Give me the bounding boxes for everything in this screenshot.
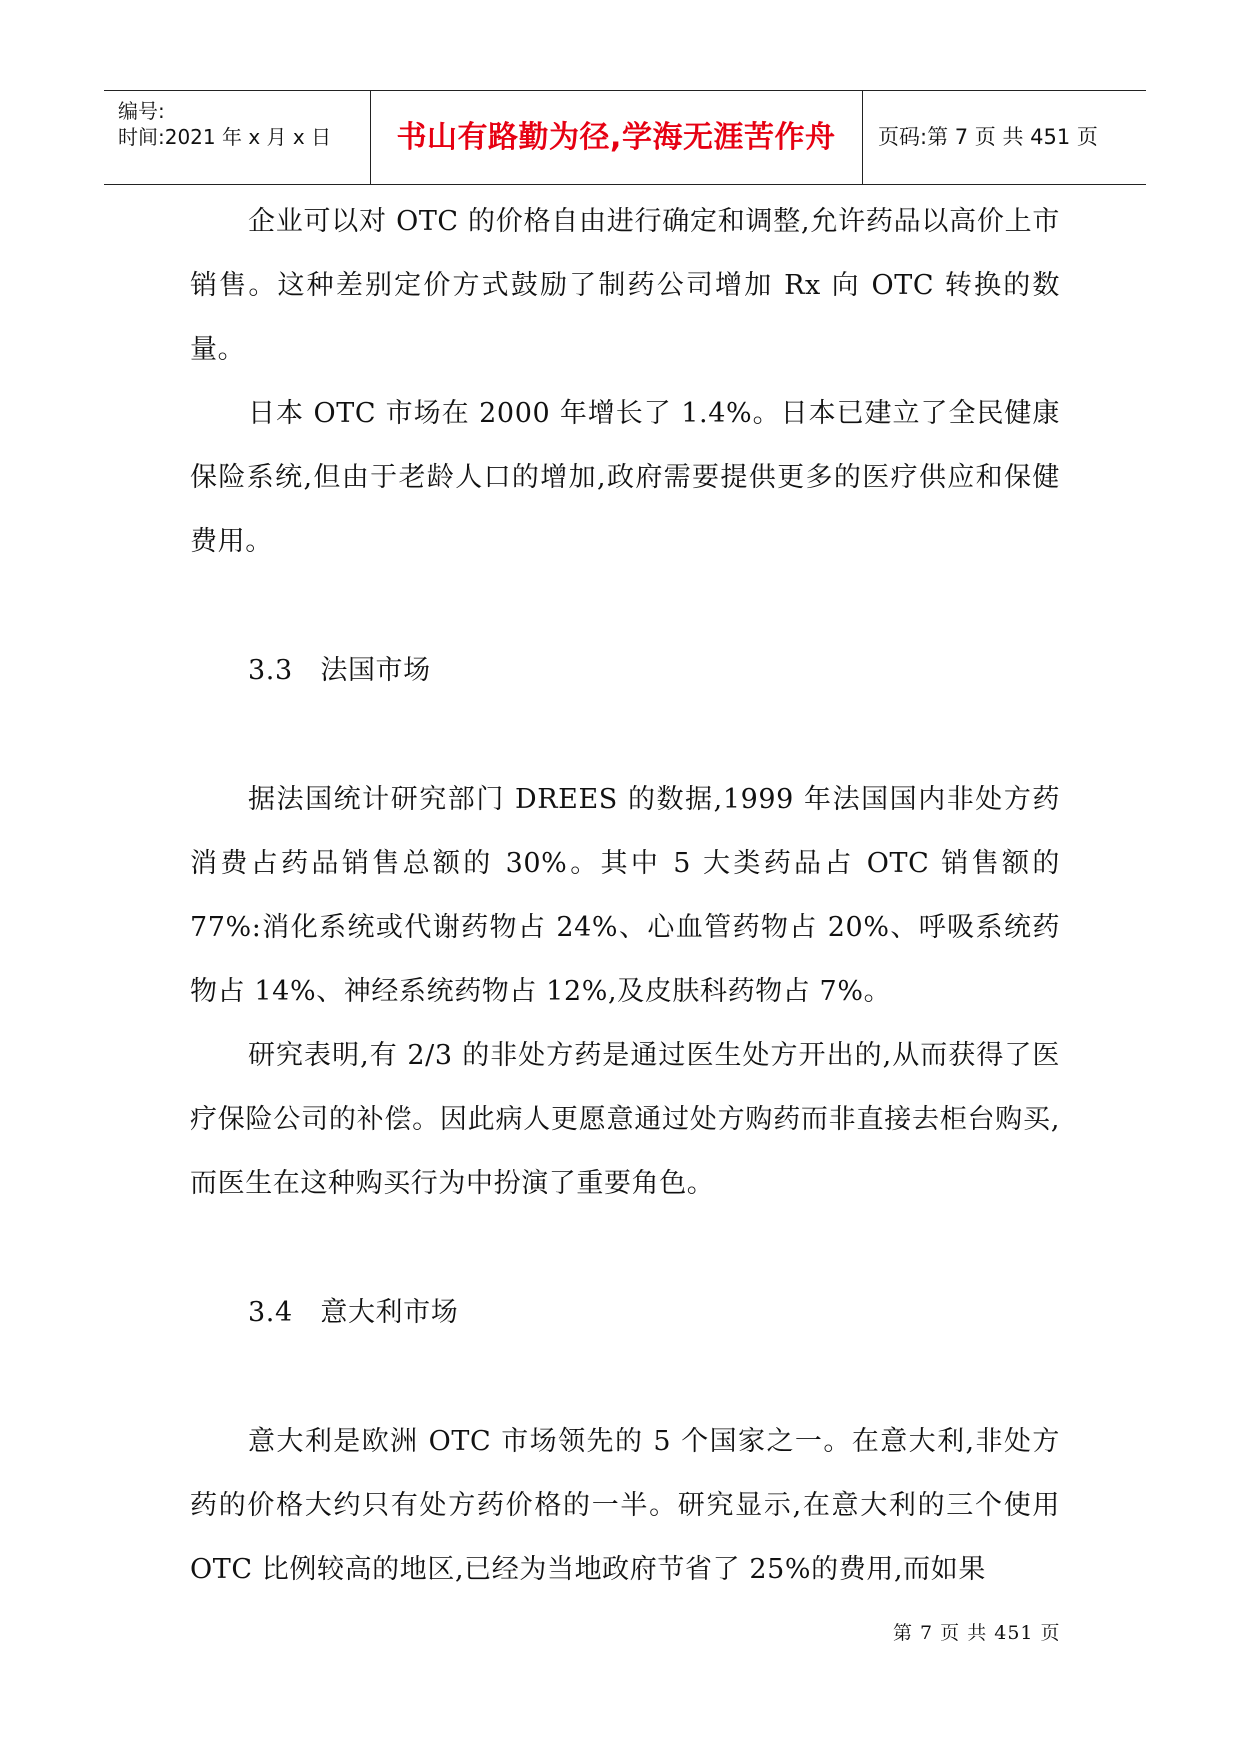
paragraph: 据法国统计研究部门 DREES 的数据,1999 年法国国内非处方药消费占药品销售总额的 30%。其中 5 大类药品占 OTC 销售额的 77%:消化系统或代谢药物占 24%、心血管药物占 20%、呼吸系统药物占 14%、神经系统药物占 12%,及皮肤科药物占 7%。 — [190, 784, 1060, 1007]
page-footer: 第 7 页 共 451 页 — [893, 1622, 1061, 1644]
number-label: 编号: — [118, 99, 165, 123]
section-heading: 3.3 法国市场 — [248, 655, 431, 686]
header-meta-cell — [104, 91, 371, 184]
page-header — [104, 90, 1146, 185]
time-label: 时间:2021 年 x 月 x 日 — [118, 125, 332, 149]
paragraph: 日本 OTC 市场在 2000 年增长了 1.4%。日本已建立了全民健康保险系统,但由于老龄人口的增加,政府需要提供更多的医疗供应和保健费用。 — [190, 398, 1060, 557]
header-page-info: 页码:第 7 页 共 451 页 — [878, 125, 1098, 149]
document-body — [190, 190, 1060, 1602]
paragraph: 意大利是欧洲 OTC 市场领先的 5 个国家之一。在意大利,非处方药的价格大约只有处方药价格的一半。研究显示,在意大利的三个使用 OTC 比例较高的地区,已经为当地政府节省了 25%的费用,而如果 — [190, 1426, 1060, 1585]
header-motto: 书山有路勤为径,学海无涯苦作舟 — [370, 91, 863, 184]
paragraph: 研究表明,有 2/3 的非处方药是通过医生处方开出的,从而获得了医疗保险公司的补偿。因此病人更愿意通过处方购药而非直接去柜台购买,而医生在这种购买行为中扮演了重要角色。 — [190, 1040, 1060, 1199]
section-heading: 3.4 意大利市场 — [248, 1297, 459, 1328]
paragraph: 企业可以对 OTC 的价格自由进行确定和调整,允许药品以高价上市销售。这种差别定价方式鼓励了制药公司增加 Rx 向 OTC 转换的数量。 — [190, 206, 1060, 365]
